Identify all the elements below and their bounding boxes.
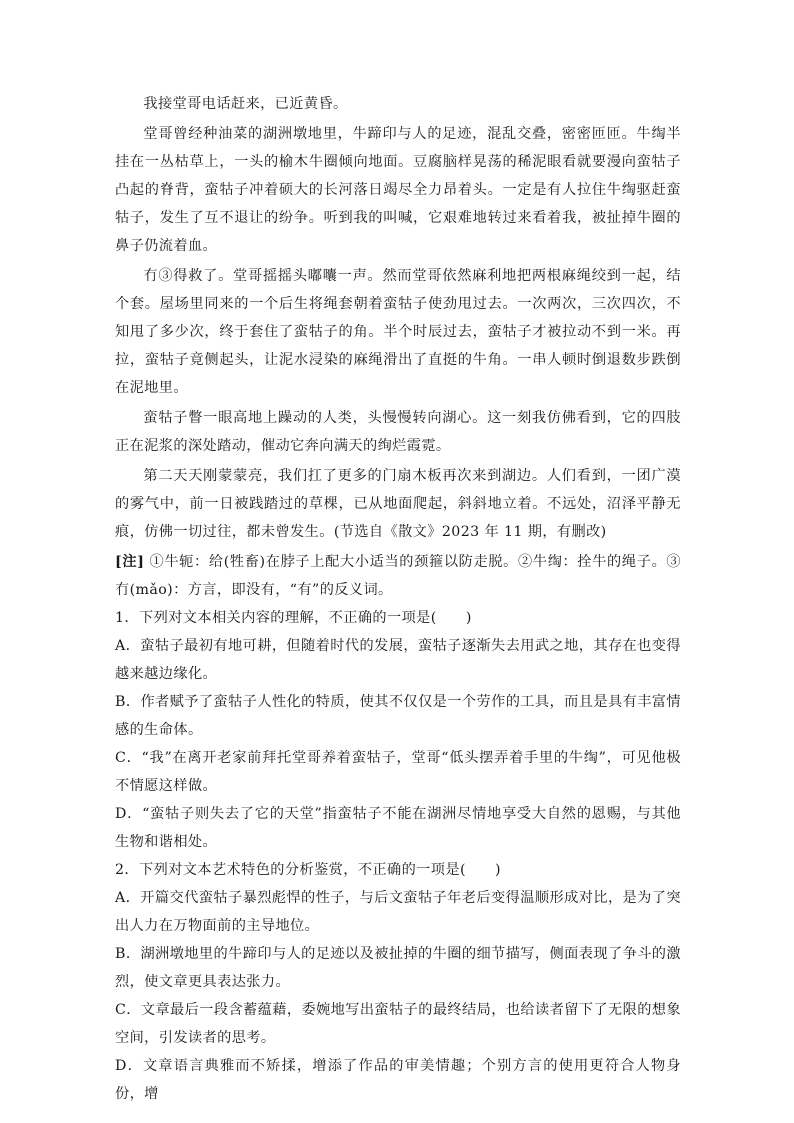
footnote-label: [注] xyxy=(115,554,145,570)
passage-paragraph-4: 蛮牯子瞥一眼高地上躁动的人类，头慢慢转向湖心。这一刻我仿佛看到，它的四肢正在泥浆的深处踏动，催动它奔向满天的绚烂霞霓。 xyxy=(115,410,681,454)
question-1-option-d: D．“蛮牯子则失去了它的天堂”指蛮牯子不能在湖洲尽情地享受大自然的恩赐，与其他生物和谐相处。 xyxy=(115,806,681,850)
question-2-option-c: C．文章最后一段含蓄蕴藉，委婉地写出蛮牯子的最终结局，也给读者留下了无限的想象空间，引发读者的思考。 xyxy=(115,1002,681,1046)
question-1-option-c: C．“我”在离开老家前拜托堂哥养着蛮牯子，堂哥“低头摆弄着手里的牛绹”，可见他极不情愿这样做。 xyxy=(115,750,681,794)
passage-paragraph-2: 堂哥曾经种油菜的湖洲墩地里，牛蹄印与人的足迹，混乱交叠，密密匝匝。牛绹半挂在一丛枯草上，一头的榆木牛圈倾向地面。豆腐脑样晃荡的稀泥眼看就要漫向蛮牯子凸起的脊背，蛮牯子冲着硕大的长河落日竭尽全力昂着头。一定是有人拉住牛绹驱赶蛮牯子，发生了互不退让的纷争。听到我的叫喊，它艰难地转过来看着我，被扯掉牛圈的鼻子仍流着血。 xyxy=(115,126,681,254)
question-1-stem: 1．下列对文本相关内容的理解，不正确的一项是( ) xyxy=(115,610,472,626)
passage-paragraph-5: 第二天天刚蒙蒙亮，我们扛了更多的门扇木板再次来到湖边。人们看到，一团广漠的雾气中，前一日被践踏过的草棵，已从地面爬起，斜斜地立着。不远处，沼泽平静无痕，仿佛一切过往，都未曾发生。(节选自《散文》2023 年 11 期，有删改) xyxy=(115,468,681,540)
question-2-stem: 2．下列对文本艺术特色的分析鉴赏，不正确的一项是( ) xyxy=(115,862,501,878)
question-1-option-a: A．蛮牯子最初有地可耕，但随着时代的发展，蛮牯子逐渐失去用武之地，其存在也变得越来越边缘化。 xyxy=(115,638,681,682)
question-2 xyxy=(115,856,681,1108)
document-content xyxy=(115,90,681,1108)
question-2-option-a: A．开篇交代蛮牯子暴烈彪悍的性子，与后文蛮牯子年老后变得温顺形成对比，是为了突出人力在万物面前的主导地位。 xyxy=(115,890,681,934)
question-2-option-b: B．湖洲墩地里的牛蹄印与人的足迹以及被扯掉的牛圈的细节描写，侧面表现了争斗的激烈，使文章更具表达张力。 xyxy=(115,946,681,990)
footnote xyxy=(115,548,681,604)
passage-paragraph-1: 我接堂哥电话赶来，已近黄昏。 xyxy=(143,96,348,112)
footnote-text: ①牛轭：给(牲畜)在脖子上配大小适当的颈箍以防走脱。②牛绹：拴牛的绳子。③冇(mǎo)：方言，即没有，“有”的反义词。 xyxy=(115,554,681,598)
question-2-option-d: D．文章语言典雅而不矫揉，增添了作品的审美情趣；个别方言的使用更符合人物身份，增 xyxy=(115,1058,681,1102)
question-1-option-b: B．作者赋予了蛮牯子人性化的特质，使其不仅仅是一个劳作的工具，而且是具有丰富情感的生命体。 xyxy=(115,694,681,738)
passage-paragraph-3: 冇③得救了。堂哥摇摇头嘟囔一声。然而堂哥依然麻利地把两根麻绳绞到一起，结个套。屋场里同来的一个后生将绳套朝着蛮牯子使劲甩过去。一次两次，三次四次，不知甩了多少次，终于套住了蛮牯子的角。半个时辰过去，蛮牯子才被拉动不到一米。再拉，蛮牯子竟侧起头，让泥水浸染的麻绳滑出了直挺的牛角。一串人顿时倒退数步跌倒在泥地里。 xyxy=(115,268,681,396)
question-1 xyxy=(115,604,681,856)
